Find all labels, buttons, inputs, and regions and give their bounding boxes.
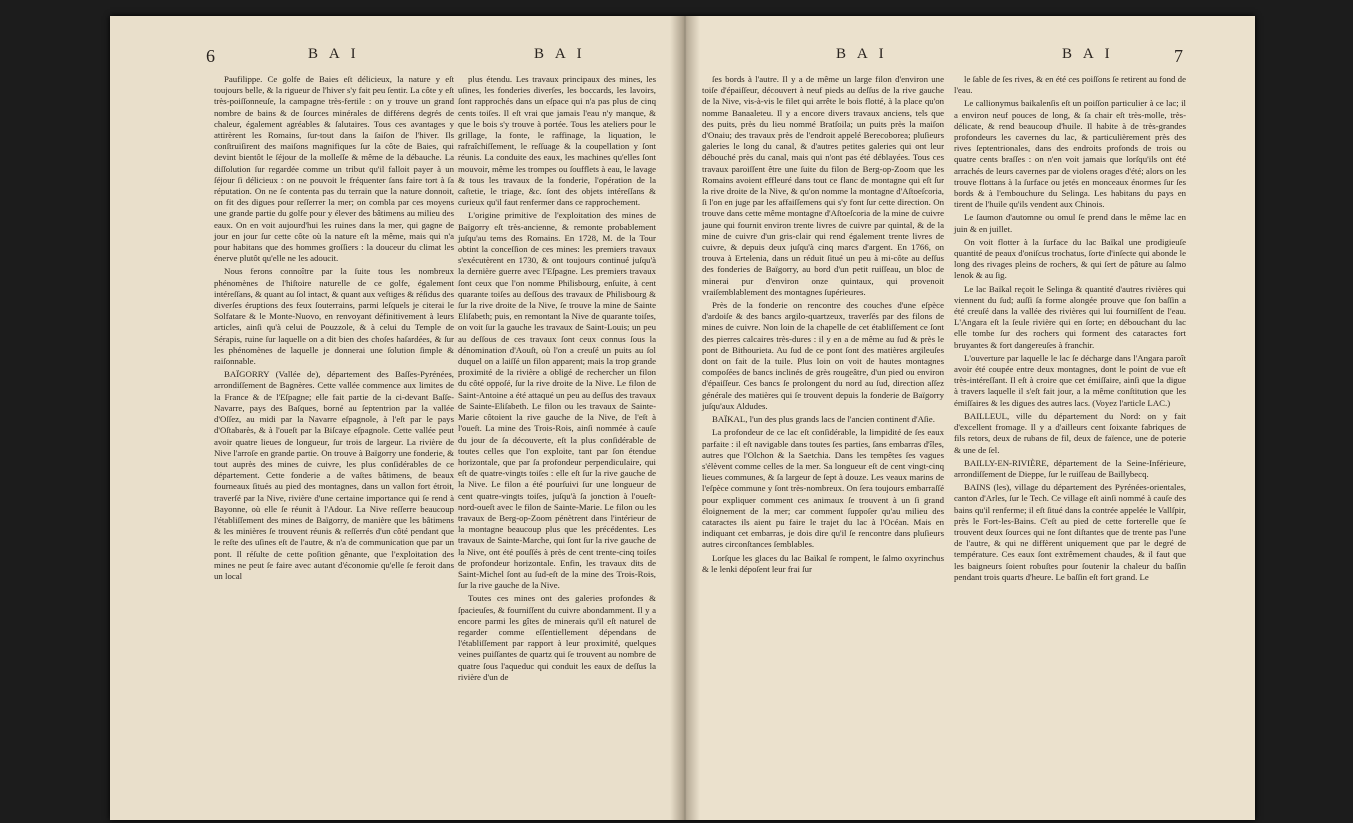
running-head-right: B A I — [534, 46, 586, 62]
paragraph: Paufilippe. Ce golfe de Baies eſt délicieux, la nature y eſt toujours belle, & la rigueur de l'hiver s'y fait peu ſentir. La côte y eſt très-poiſſonneuſe, la campagne très-fertile : on y trouve un grand nombre de bains & de ſources minérales de différens degrés de chaleur, également agréables & ſalutaires. Tous ces avantages y attirèrent les Romains, ſur-tout dans la ſaiſon de l'hiver. Ils conſtruiſirent des maiſons magnifiques ſur la côte de Baies, qui devint bientôt le ſéjour de la molleſſe & même de la débauche. La diſſolution ſur regardée comme un tribut qu'il falloit payer à un ſéjour ſi délicieux : on ne pouvoit le fréquenter ſans faire tort à ſa réputation. On ne ſe contenta pas du terrain que la nature donnoit, on fit des digues pour reſſerrer la mer; on combla par ces moyens une grande partie du golfe pour y élever des bâtimens au milieu des eaux. On en voit aujourd'hui les ruines dans la mer, qui gagne de jour en jour ſur cette côte où la nature eſt la même, mais qui n'a pour habitans que des hommes groſſiers : la douceur du climat les énerve plutôt qu'elle ne les adoucit. — [214, 74, 454, 264]
paragraph: plus étendu. Les travaux principaux des mines, les uſines, les fonderies diverſes, les boccards, les lavoirs, ſont rapprochés dans un eſpace qui n'a pas plus de cinq cents toiſes. Il eſt vrai que jamais l'eau n'y manque, & que le bois s'y trouve à portée. Tous les ateliers pour le grillage, la fonte, le raffinage, la liquation, le rafraîchiſſement, le reſſuage & la coupellation y ſont réunis. La conduite des eaux, les machines qu'elles ſont mouvoir, même les trompes ou ſoufflets à eau, le lavage & tous les travaux de la fonderie, l'opération de la caſtetie, le triage, &c. ſont des objets intéreſſans & curieux qu'il faut renfermer dans ce rapprochement. — [458, 74, 656, 208]
running-head-right: B A I — [1062, 46, 1114, 62]
paragraph: ſes bords à l'autre. Il y a de même un large filon d'environ une toiſe d'épaiſſeur, découvert à neuf pieds au deſſus de la rive gauche de la Nive, vis-à-vis le filet qui arrête le bois flotté, à la place qu'on nomme Banaaleteu. Il y a encore divers travaux anciens, tels que des puits, près du lieu nommé Bratſoila; un puits près la maiſon d'Onaiu; des travaux près de l'endroit appelé Berecoborea; pluſieurs galeries le long du canal, & d'autres petites galeries qui ont leur débouché près du canal, mais qui n'ont pas été déblayées. Tous ces travaux paroiſſent être une ſuite du filon de Berg-op-Zoom que les Romains avoient effleuré dans tout ce flanc de montagne qui eſt ſur la rive droite de la Nive, & qu'on nomme la montagne d'Aſtoeſcoria, ſi l'on en juge par les affaiſſemens qui s'y font ſur cette direction. On trouve dans cette même montagne d'Aſtoeſcoria de la mine de cuivre jaune qui fournit environ trente livres de cuivre par quintal, & de la mine de cuivre d'un gris-clair qui rend également trente livres de cuivre, & depuis deux juſqu'à cinq marcs d'argent. En 1766, on trouva à Ertelenia, dans un réduit ſitué un peu à mi-côte au deſſus des fonderies de Baïgorry, au bord d'un petit ruiſſeau, un bloc de minerai pur d'environ onze quintaux, qui provenoit vraiſemblablement des montagnes ſupérieures. — [702, 74, 944, 297]
dictionary-entry: BAILLEUL, ville du département du Nord: on y fait d'excellent fromage. Il y a d'ailleurs cent ſoixante fabriques de fils retors, deux de rubans de fil, deux de faïence, une de poterie & une de ſel. — [954, 410, 1186, 455]
paragraph: L'ouverture par laquelle le lac ſe décharge dans l'Angara paroît avoir été coupée entre deux montagnes, dont le point de vue eſt très-intéreſſant. Il eſt à croire que cet émiſſaire, ainſi que la digue à travers laquelle il s'eſt fait jour, a la même conſtitution que les émiſſaires & les digues des autres lacs. (Voyez l'article LAC.) — [954, 352, 1186, 408]
book-spread — [110, 16, 1255, 820]
dictionary-entry: BAÏKAL, l'un des plus grands lacs de l'ancien continent d'Aſie. — [712, 414, 935, 425]
dictionary-entry: BAINS (les), village du département des Pyrénées-orientales, canton d'Arles, ſur le Tech. Ce village eſt ainſi nommé à cauſe des bains qu'il renferme; il eſt ſitué dans la contrée appelée le Vallſpir, près le Fort-les-Bains. C'eſt au pied de cette forterelle que ſe trouvent deux ſources qui ne ſont diſtantes que de trente pas l'une de l'autre, & qui ne diffèrent uniquement que par le degré de température. Ces eaux ſont extrêmement chaudes, & il faut que les baigneurs ſoient robuſtes pour ſoutenir la chaleur du baſſin pendant trois quarts d'heure. Le baſſin eſt fort grand. Le — [954, 482, 1186, 582]
text-column-2 — [458, 74, 656, 685]
left-page — [110, 16, 682, 820]
dictionary-entry: BAÏGORRY (Vallée de), département des Baſſes-Pyrénées, arrondiſſement de Bagnères. Cette vallée commence aux limites de la France & de l'Eſpagne; elle fait partie de la ci-devant Baſſe-Navarre, pays des Baſques, borné au ſeptentrion par la vallée d'Oſſez, au midi par la Navarre eſpagnole, à l'eſt par le pays d'Oſtabarès, & à l'oueſt par la Biſcaye eſpagnole. Cette vallée peut avoir quatre lieues de longueur, ſur trois de largeur. La rivière de Nive l'arroſe en grande partie. On trouve à Baïgorry une fonderie, & tout auprès des mines de cuivre, les plus conſidérables de ce département. Cette fonderie a de vaſtes bâtimens, de beaux fourneaux ſitués au pied des montagnes, dans un vallon fort étroit, traverſé par la Nive, rivière d'une certaine importance qui ſe rend à Bayonne, où elle ſe réunit à l'Adour. La Nive reſſerre beaucoup l'établiſſement des mines de Baïgorry, de manière que les bâtimens & les minières ſe trouvent réunis & reſſerrés d'un côté pendant que le reſte des uſines eſt de l'autre, & n'a de communication que par un pont. Il réſulte de cette poſition gênante, que l'exploitation des mines ne peut ſe faire avec autant d'économie qu'elle ſe feroit dans un local — [214, 369, 454, 581]
paragraph: Le callionymus baikalenſis eſt un poiſſon particulier à ce lac; il a environ neuf pouces de long, & ſa chair eſt très-molle, très-délicate, & rend beaucoup d'huile. Il habite à de très-grandes profondeurs les cavernes du lac, & particulièrement près des rives ſeptentrionales, dans des endroits profonds de trois ou quatre cents braſſes : on n'en voit jamais que lorſqu'ils ont été arrachés de leurs cavernes par de violens orages d'été; alors on les trouve flottans à la ſurface ou jetés en monceaux énormes ſur ſes bords & à l'embouchure du Selinga. Les habitans du pays en tirent de l'huile qu'ils vendent aux Chinois. — [954, 98, 1186, 210]
text-column-1 — [214, 74, 454, 584]
text-column-1 — [702, 74, 944, 577]
running-head-left: B A I — [308, 46, 360, 62]
paragraph: Toutes ces mines ont des galeries profondes & ſpacieuſes, & fourniſſent du cuivre abondamment. Il y a encore parmi les gîtes de minerais qu'il eſt naturel de regarder comme eſſentiellement dépendans de l'établiſſement par rapport à leur proximité, quelques veines puiſſantes de quartz qui ſe trouvent au nombre de quatre ſous l'aqueduc qui conduit les eaux de deſſus la rivière d'un de — [458, 593, 656, 682]
paragraph: Le ſaumon d'automne ou omul ſe prend dans le même lac en juin & en juillet. — [954, 212, 1186, 234]
page-number: 7 — [1174, 46, 1183, 66]
dictionary-entry: BAILLY-EN-RIVIÈRE, département de la Seine-Inférieure, arrondiſſement de Dieppe, ſur le ruiſſeau de Baillybecq. — [954, 457, 1186, 479]
right-page — [684, 16, 1255, 820]
paragraph: le ſable de ſes rives, & en été ces poiſſons ſe retirent au fond de l'eau. — [954, 74, 1186, 96]
paragraph: Nous ferons connoître par la ſuite tous les nombreux phénomènes de l'hiſtoire naturelle de ce golfe, également intéreſſans, & quant au ſol intact, & quant aux veſtiges & réſidus des diverſes éruptions des feux ſouterrains, parmi leſquels je citerai le Solfatare & le Monte-Nuovo, en renvoyant définitivement à leurs articles, ainſi qu'à celui de Pouzzole, & à celui du Temple de Sérapis, ruine ſur laquelle on a dit bien des choſes haſardées, & ſur les phénomènes de laquelle je donnerai une ſolution ſimple & raiſonnable. — [214, 266, 454, 367]
paragraph: On voit flotter à la ſurface du lac Baïkal une prodigieuſe quantité de peaux d'oniſcus trochatus, ſorte d'inſecte qui abonde le long des rivages pleins de rochers, & qui ſert de pâture au ſalmo lenok & au ſig. — [954, 236, 1186, 281]
paragraph: Près de la fonderie on rencontre des couches d'une eſpèce d'ardoiſe & des bancs argilo-quartzeux, traverſés par des filons de mines de cuivre. Non loin de la chapelle de cet établiſſement ce ſont des pierres calcaires très-dures : il y en a de même au ſud & près le pont de Bithourieta. Au ſud de ce pont ſont des matières argileuſes dont on fait de la tuile. Plus loin on voit de hautes montagnes compoſées de bancs inclinés de grès rougeâtre, d'un pied ou environ d'épaiſſeur. Ces bancs ſe prolongent du nord au ſud, direction aſſez générale des matières qui ſe trouvent depuis la fonderie de Baïgorry juſqu'aux Aldudes. — [702, 300, 944, 411]
book-gutter — [670, 16, 700, 820]
paragraph: L'origine primitive de l'exploitation des mines de Baïgorry eſt très-ancienne, & remonte probablement juſqu'au tems des Romains. En 1728, M. de la Tour obtint la conceſſion de ces mines: les premiers travaux s'exécutèrent en 1730, & ont toujours continué juſqu'à la dernière guerre avec l'Eſpagne. Les premiers travaux ſont ceux que l'on nomme Philisbourg, enſuite, à cent quarante toiſes au deſſous des travaux de Philisbourg & ſur la rive droite de la Nive, ſe trouve la mine de Sainte Eliſabeth; puis, en remontant la Nive de quarante toiſes, on voit ſur la gauche les travaux de Saint-Louis; un peu au deſſous de ces travaux ſont ceux connus ſous la dénomination d'Aouſt, où l'on a creuſé un puits au ſol duquel on a laiſſé un filon apparent; mais la trop grande proximité de la rivière a obligé de rechercher un filon du côté oppoſé, ſur la rive droite de la Nive. Le filon de Saint-Antoine a été attaqué un peu au deſſus des travaux de Sainte-Eliſabeth. Le filon ou les travaux de Sainte-Marie côtoient la rive gauche de la Nive, de l'eſt à l'oueſt. La mine des Trois-Rois, ainſi nommée à cauſe du jour de ſa découverte, eſt la plus conſidérable de toutes celles que l'on exploite, tant par ſon étendue horizontale, que par ſa profondeur perpendiculaire, qui eſt de quatre-vingts toiſes : elle eſt ſur la rive gauche de la Nive. Le filon a été pourſuivi ſur une longueur de cent quatre-vingts toiſes, juſqu'à ſa jonction à l'oueſt-nord-oueſt avec le filon de Sainte-Marie. Le filon ou les travaux de Berg-op-Zoom pénètrent dans l'intérieur de la montagne beaucoup plus que les précédentes. Les travaux de Sainte-Marche, qui ſont ſur la rive gauche de la Nive, ont été pouſſés à près de cent trente-cinq toiſes de profondeur horizontale. Enfin, les travaux dits de Saint-Michel ſont au ſud-eſt de la mine des Trois-Rois, ſur la rive gauche de la Nive. — [458, 210, 656, 591]
running-head-left: B A I — [836, 46, 888, 62]
paragraph: La profondeur de ce lac eſt conſidérable, la limpidité de ſes eaux parfaite : il eſt navigable dans toutes ſes parties, ſans embarras d'îles, autres que l'Olchon & la Saetchia. Dans les tempêtes ſes vagues s'élèvent comme celles de la mer. Sa longueur eſt de cent vingt-cinq lieues communes, & ſa largeur de ſept à douze. Les veaux marins de l'eſpèce commune y ſont très-nombreux. On ſera toujours embarraſſé pour expliquer comment ces animaux ſe trouvent à un ſi grand éloignement de la mer; car comment ſuppoſer qu'au milieu des cataractes ils aient pu faire le trajet du lac à l'Océan. Mais en indiquant cet embarras, je dois dire qu'il ſe rencontre dans pluſieurs autres circonſtances ſemblables. — [702, 427, 944, 550]
page-number: 6 — [206, 46, 215, 66]
paragraph: Le lac Baïkal reçoit le Selinga & quantité d'autres rivières qui viennent du ſud; auſſi ſa forme alongée prouve que ſon baſſin a été creuſé dans la vallée des rivières qui lui fourniſſent de l'eau. L'Angara eſt la ſeule rivière qui en ſorte; en débouchant du lac elle tombe ſur des rochers qui forment des cataractes fort bruyantes & fort dangereuſes à franchir. — [954, 283, 1186, 350]
paragraph: Lorſque les glaces du lac Baïkal ſe rompent, le ſalmo oxyrinchus & le lenki dépoſent leur frai ſur — [702, 552, 944, 574]
text-column-2 — [954, 74, 1186, 585]
